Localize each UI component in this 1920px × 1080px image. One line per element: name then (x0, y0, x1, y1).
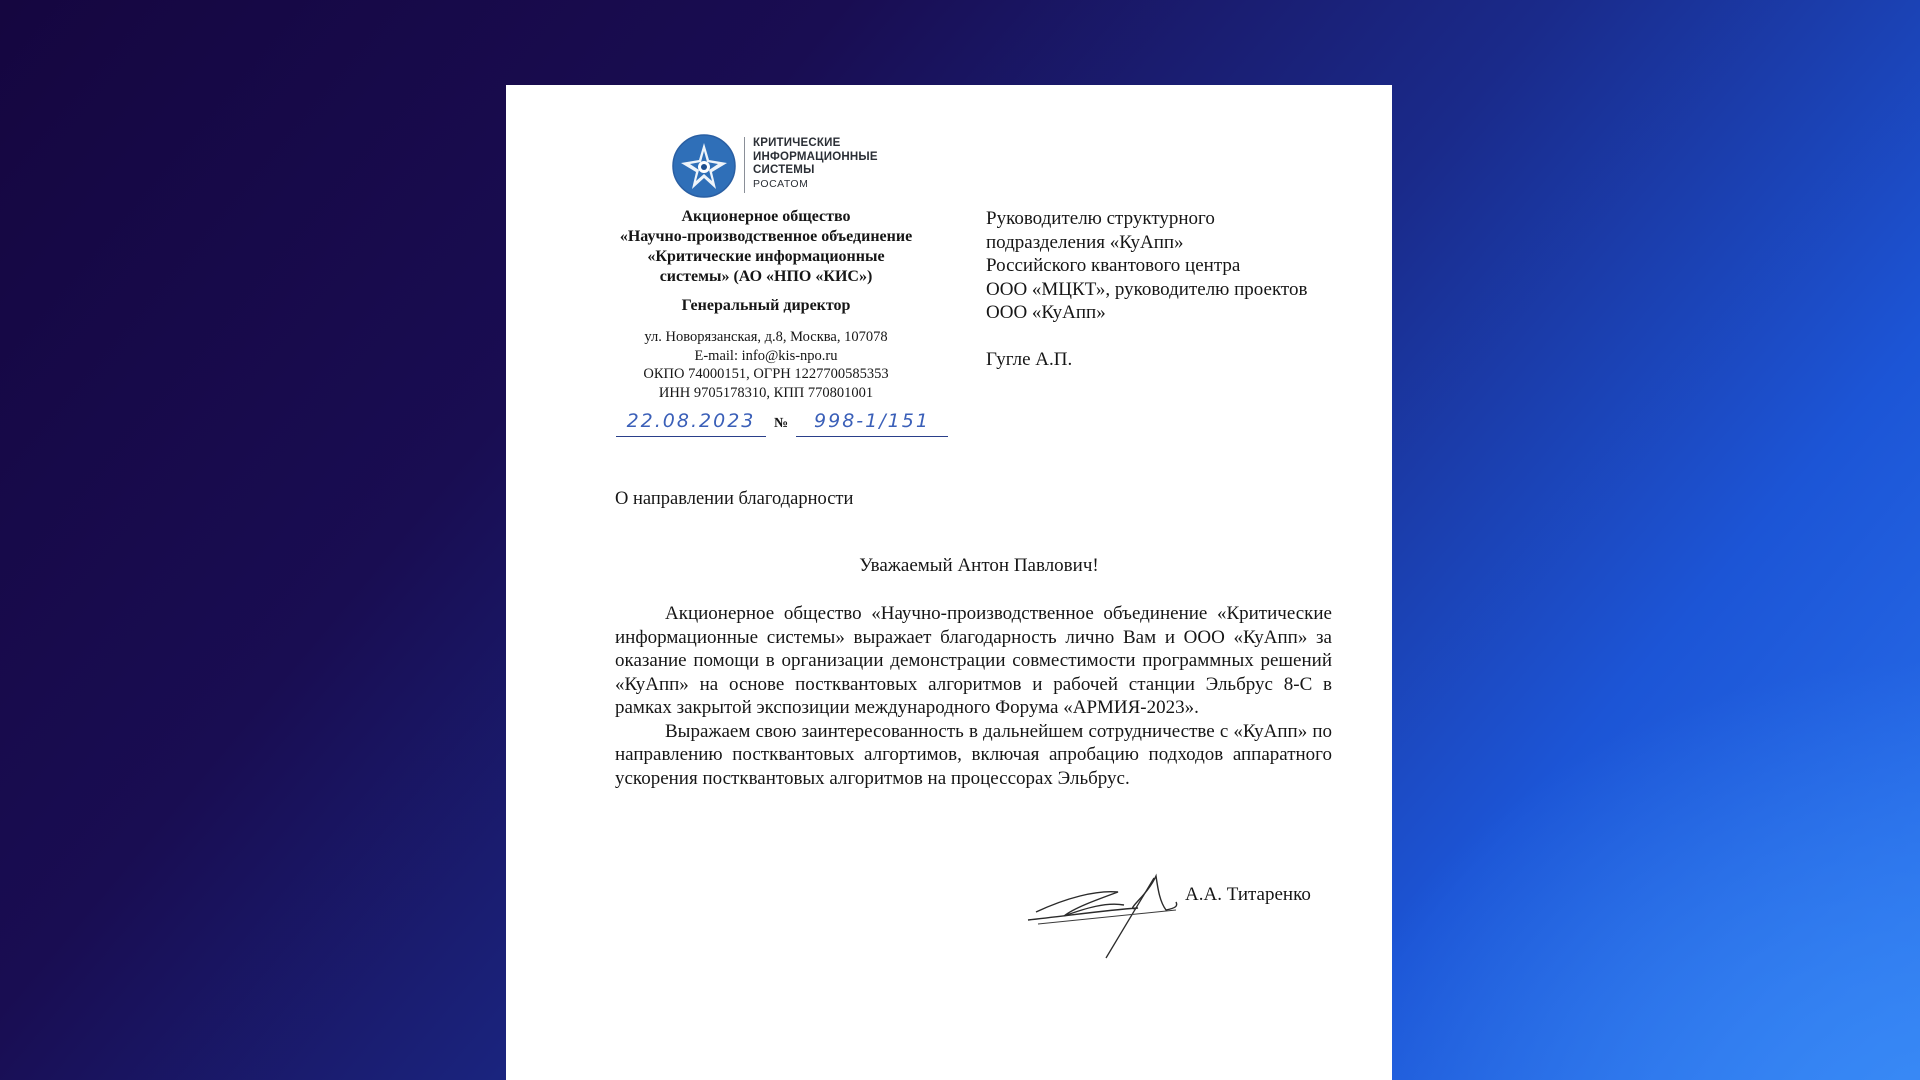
letter-subject: О направлении благодарности (615, 489, 854, 509)
recipient-line: ООО «МЦКТ», руководителю проектов (986, 278, 1308, 300)
recipient-line: подразделения «КуАпп» (986, 231, 1184, 253)
company-logo (671, 133, 911, 201)
sender-organization (601, 207, 931, 287)
logo-brand: РОСАТОМ (753, 177, 809, 190)
logo-line: КРИТИЧЕСКИЕ (753, 137, 841, 149)
contact-line: ул. Новорязанская, д.8, Москва, 107078 (644, 329, 888, 345)
contact-line: E-mail: info@kis-npo.ru (694, 347, 838, 364)
letter-body (615, 602, 1332, 790)
letter-salutation: Уважаемый Антон Павлович! (859, 555, 1099, 576)
recipient-line: ООО «КуАпп» (986, 302, 1106, 323)
contact-line: ОКПО 74000151, ОГРН 1227700585353 (643, 366, 889, 382)
logo-line: СИСТЕМЫ (753, 164, 815, 176)
body-paragraph: Акционерное общество «Научно-производственное объединение «Критические информационные системы» выражает благодарность лично Вам и ООО «КуАпп» за оказание помощи в организации демонстрации совместимости программных решений «КуАпп» на основе постквантовых алгоритмов и рабочей станции Эльбрус 8-С в рамках закрытой экспозиции международного Форума «АРМИЯ-2023». (615, 603, 1332, 718)
recipient-line: Российского квантового центра (986, 255, 1241, 276)
registration-number: 998-1/151 (796, 410, 948, 437)
signer-name: А.А. Титаренко (1185, 884, 1311, 905)
logo-line: ИНФОРМАЦИОННЫЕ (753, 150, 878, 163)
org-line: Акционерное общество (681, 208, 851, 225)
org-line: «Критические информационные (647, 248, 885, 265)
recipient-block (986, 207, 1366, 325)
logo-divider (744, 137, 745, 193)
recipient-line: Руководителю структурного (986, 208, 1215, 229)
body-paragraph: Выражаем свою заинтересованность в дальнейшем сотрудничестве с «КуАпп» по направлению постквантовых алгортимов, включая апробацию подходов аппаратного ускорения постквантовых алгоритмов на процессорах Эльбрус. (615, 720, 1332, 789)
registration-date: 22.08.2023 (616, 410, 766, 437)
logo-wordmark (753, 137, 913, 191)
rosatom-atom-icon (671, 133, 737, 199)
letter-page (506, 85, 1392, 1080)
registration-line (614, 410, 954, 436)
org-line: «Научно-производственное объединение (619, 228, 913, 245)
sender-position: Генеральный директор (681, 297, 851, 314)
recipient-name: Гугле А.П. (986, 349, 1073, 370)
contact-line: ИНН 9705178310, КПП 770801001 (658, 384, 874, 401)
sender-contacts (601, 328, 931, 402)
handwritten-signature (1026, 850, 1186, 960)
registration-number-label: № (774, 416, 789, 431)
org-line: системы» (АО «НПО «КИС») (659, 268, 873, 285)
